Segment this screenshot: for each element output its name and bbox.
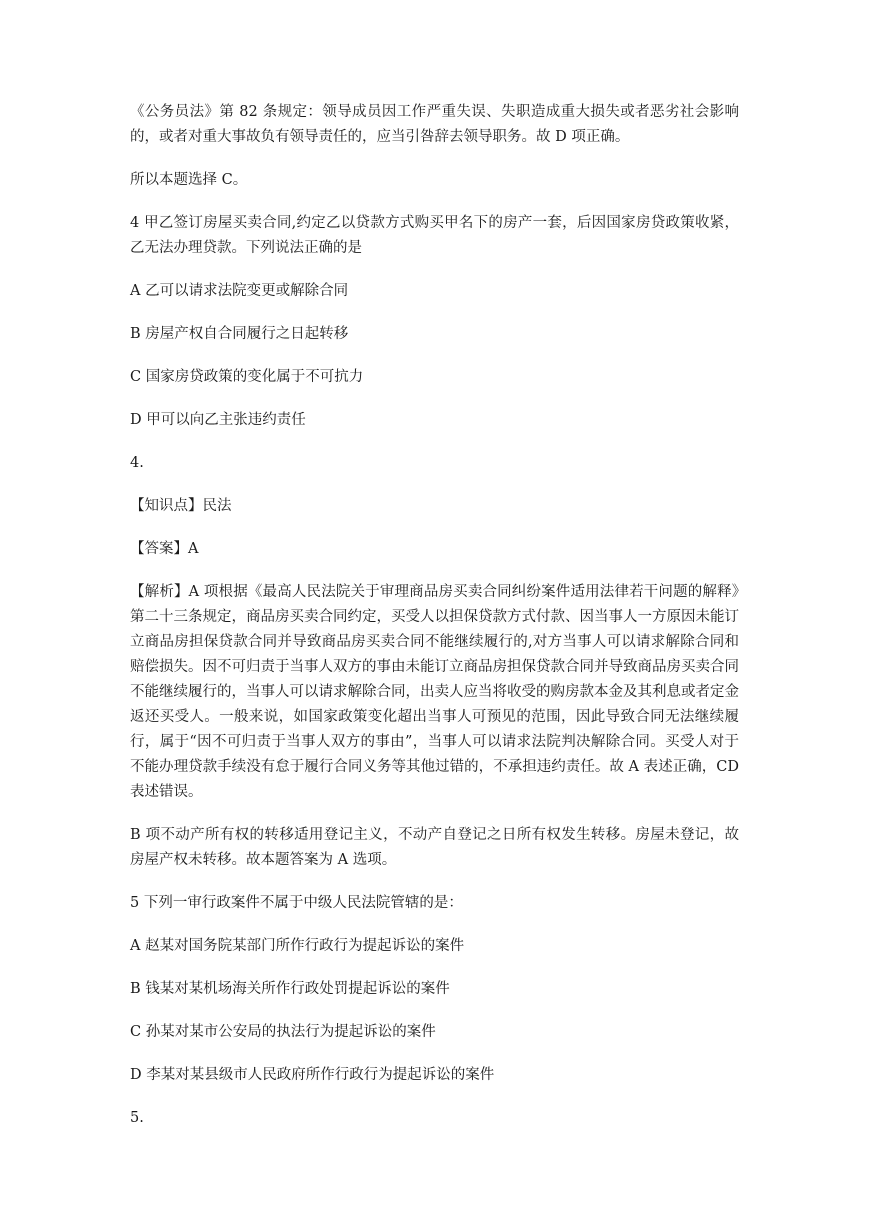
q5-option-a: A 赵某对国务院某部门所作行政行为提起诉讼的案件 xyxy=(130,938,465,954)
q4-analysis-2: B 项不动产所有权的转移适用登记主义，不动产自登记之日所有权发生转移。房屋未登记，故房屋产权未转移。故本题答案为 A 选项。 xyxy=(130,827,739,868)
q4-answer: 【答案】A xyxy=(130,541,199,557)
q4-option-d: D 甲可以向乙主张违约责任 xyxy=(130,412,306,428)
q4-stem: 4 甲乙签订房屋买卖合同,约定乙以贷款方式购买甲名下的房产一套，后因国家房贷政策收紧，乙无法办理贷款。下列说法正确的是 xyxy=(130,215,739,256)
q3-analysis-tail: 《公务员法》第 82 条规定：领导成员因工作严重失误、失职造成重大损失或者恶劣社会影响的，或者对重大事故负有领导责任的，应当引咎辞去领导职务。故 D 项正确。 xyxy=(130,104,739,145)
q4-knowledge: 【知识点】民法 xyxy=(130,498,232,514)
q5-stem: 5 下列一审行政案件不属于中级人民法院管辖的是： xyxy=(130,895,463,911)
q4-option-a: A 乙可以请求法院变更或解除合同 xyxy=(130,283,349,299)
q5-number: 5. xyxy=(130,1110,144,1126)
q4-option-b: B 房屋产权自合同履行之日起转移 xyxy=(130,326,349,342)
q4-number: 4. xyxy=(130,455,144,471)
q3-conclusion: 所以本题选择 C。 xyxy=(130,172,248,188)
q4-option-c: C 国家房贷政策的变化属于不可抗力 xyxy=(130,369,364,385)
q4-analysis-1: 【解析】A 项根据《最高人民法院关于审理商品房买卖合同纠纷案件适用法律若干问题的解释》第二十三条规定，商品房买卖合同约定，买受人以担保贷款方式付款、因当事人一方原因未能订立商品房担保贷款合同并导致商品房买卖合同不能继续履行的,对方当事人可以请求解除合同和赔偿损失。因不可归责于当事人双方的事由未能订立商品房担保贷款合同并导致商品房买卖合同不能继续履行的，当事人可以请求解除合同，出卖人应当将收受的购房款本金及其利息或者定金返还买受人。一般来说，如国家政策变化超出当事人可预见的范围，因此导致合同无法继续履行，属于“因不可归责于当事人双方的事由”，当事人可以请求法院判决解除合同。买受人对于不能办理贷款手续没有怠于履行合同义务等其他过错的，不承担违约责任。故 A 表述正确，CD 表述错误。 xyxy=(130,584,739,800)
q5-option-d: D 李某对某县级市人民政府所作行政行为提起诉讼的案件 xyxy=(130,1067,495,1083)
q5-option-c: C 孙某对某市公安局的执法行为提起诉讼的案件 xyxy=(130,1024,436,1040)
q5-option-b: B 钱某对某机场海关所作行政处罚提起诉讼的案件 xyxy=(130,981,450,997)
